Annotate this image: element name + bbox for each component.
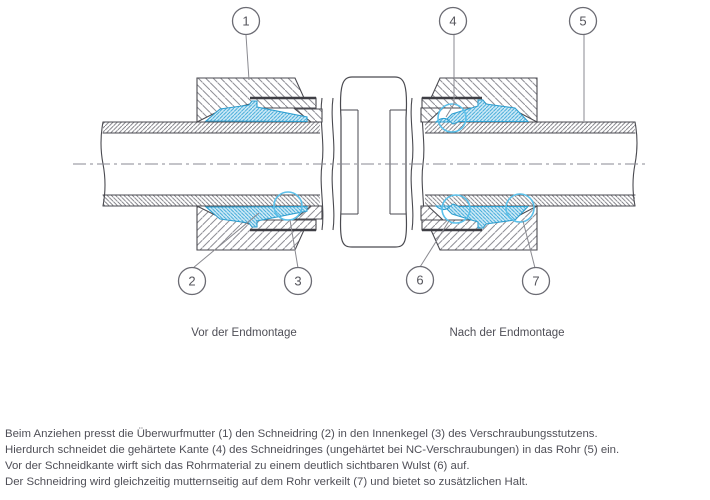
fitting-body-center xyxy=(320,77,425,248)
callout-6-number: 6 xyxy=(416,272,424,288)
callout-4-number: 4 xyxy=(449,13,457,29)
callout-5-number: 5 xyxy=(579,13,587,29)
callout-4 xyxy=(440,8,467,35)
label-before-assembly: Vor der Endmontage xyxy=(191,327,297,339)
callout-2 xyxy=(179,268,206,295)
callout-3-number: 3 xyxy=(294,273,302,289)
callout-7 xyxy=(523,268,550,295)
callout-5 xyxy=(570,8,597,35)
callout-6 xyxy=(407,267,434,294)
description-line-4: Der Schneidring wird gleichzeitig mutternseitig auf dem Rohr verkeilt (7) und bietet so zusätzlichen Halt. xyxy=(5,476,528,488)
hex-body-outline xyxy=(340,77,406,247)
callout-2-number: 2 xyxy=(188,273,196,289)
description-line-1: Beim Anziehen presst die Überwurfmutter (1) den Schneidring (2) in den Innenkegel (3) des Verschraubungsstutzens. xyxy=(5,428,598,440)
callout-1-number: 1 xyxy=(242,13,250,29)
description-text xyxy=(5,426,707,490)
callout-1 xyxy=(233,8,260,35)
description-line-2: Hierdurch schneidet die gehärtete Kante (4) des Schneidringes (ungehärtet bei NC-Verschraubungen) in das Rohr (5) ein. xyxy=(5,444,620,456)
callout-3 xyxy=(285,268,312,295)
leader-1 xyxy=(246,35,249,80)
label-after-assembly: Nach der Endmontage xyxy=(449,327,565,339)
callout-7-number: 7 xyxy=(532,273,540,289)
description-line-3: Vor der Schneidkante wirft sich das Rohrmaterial zu einem deutlich sichtbaren Wulst (6) auf. xyxy=(5,460,470,472)
